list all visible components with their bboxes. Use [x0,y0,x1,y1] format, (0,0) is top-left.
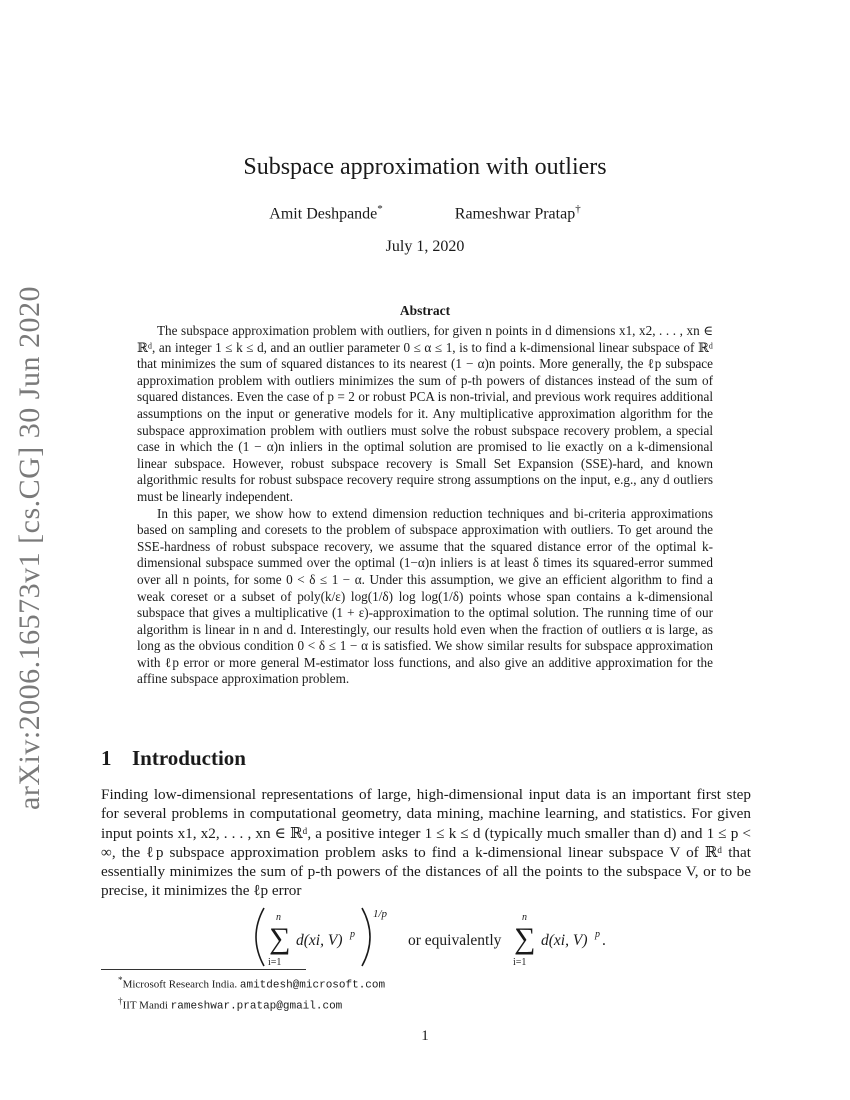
footnote-mark: * [118,975,123,985]
arxiv-identifier [0,268,60,828]
sum-lower-limit: i=1 [513,957,527,968]
outer-power: 1/p [373,908,388,920]
sum-upper-limit: n [522,912,527,923]
sum-term: d(xi, V) [541,932,588,949]
term-power: p [595,929,600,940]
author-list [100,203,750,223]
page-number: 1 [421,1028,429,1044]
right-paren [362,908,370,966]
left-paren [256,908,264,966]
footnote-text: Microsoft Research India. [122,978,238,991]
author-name: Amit Deshpande [269,205,378,223]
section-number: 1 [101,746,112,770]
author-footnote-mark: † [575,203,581,215]
footnote-mark: † [118,995,123,1006]
footnote-text: IIT Mandi [122,999,168,1012]
author-footnote-mark: * [377,203,383,215]
abstract-paragraph: In this paper, we show how to extend dimension reduction techniques and bi-criteria approximations based on sampling and coresets to the problem of subspace approximation with outliers. To get around the SSE-hardness of robust subspace recovery, we assume that the squared distance error of the optimal k-dimensional subspace summed over the optimal (1−α)n inliers is at least δ times its squared-error summed over all n points, for some 0 < δ ≤ 1 − α. Under this assumption, we give an efficient algorithm to find a weak coreset or a subset of poly(k/ε) log(1/δ) log log(1/δ) points whose span contains a k-dimensional subspace that gives a multiplicative (1 + ε)-approximation to the optimal solution. The running time of our algorithm is linear in n and d. Interestingly, our results hold even when the fraction of outliers α is large, as long as the obvious condition 0 < δ ≤ 1 − α is satisfied. We show similar results for subspace approximation with ℓp error or more general M-estimator loss functions, and also give an additive approximation for the affine subspace approximation problem. [137,505,713,687]
equation-connector: or equivalently [408,932,502,949]
section-heading [101,746,751,771]
abstract-paragraph: The subspace approximation problem with outliers, for given n points in d dimensions x1, x2, . . . , xn ∈ ℝᵈ, an integer 1 ≤ k ≤ d, and an outlier parameter 0 ≤ α ≤ 1, is to find a k-dimensional linear subspace of ℝᵈ that minimizes the sum of squared distances to its nearest (1 − α)n points. More generally, the ℓp subspace approximation problem with outliers minimizes the sum of p-th powers of distances instead of the sum of squared distances. Even the case of p = 2 or robust PCA is non-trivial, and previous work requires additional assumptions on the input or generative models for it. Any multiplicative approximation algorithm for the subspace approximation problem with outliers must solve the robust subspace recovery problem, a special case in which the (1 − α)n inliers in the optimal solution are promised to lie exactly on a k-dimensional linear subspace. However, robust subspace recovery is Small Set Expansion (SSE)-hard, and known algorithmic results for robust subspace recovery require strong assumptions on the input, e.g., any d outliers must be linearly independent. [137,323,713,504]
abstract-body [137,323,713,688]
equation-end-punct: . [602,932,606,949]
author-name: Rameshwar Pratap [454,205,576,223]
section-title: Introduction [132,746,246,770]
footnotes [118,973,738,1014]
sum-lower-limit: i=1 [268,957,282,968]
author [455,203,581,223]
footnote [118,973,738,994]
abstract-heading: Abstract [399,303,451,318]
footnote [118,994,738,1015]
intro-body [101,785,751,901]
summation-sign: ∑ [269,922,291,955]
summation-sign: ∑ [514,922,536,955]
term-power: p [350,929,355,940]
footnote-email[interactable]: rameshwar.pratap@gmail.com [170,1000,343,1013]
intro-paragraph: Finding low-dimensional representations of large, high-dimensional input data is an important first step for several problems in computational geometry, data mining, machine learning, and statistics. For given input points x1, x2, . . . , xn ∈ ℝᵈ, a positive integer 1 ≤ k ≤ d (typically much smaller than d) and 1 ≤ p < ∞, the ℓp subspace approximation problem asks to find a k-dimensional linear subspace V of ℝᵈ that essentially minimizes the sum of p-th powers of the distances of all the points to the subspace V, or to be precise, it minimizes the ℓp error [101,786,751,900]
author [269,203,382,223]
paper-title: Subspace approximation with outliers [243,154,607,180]
lp-error-equation [250,905,670,970]
sum-upper-limit: n [276,912,281,923]
footnote-email[interactable]: amitdesh@microsoft.com [239,979,386,992]
footnote-rule [101,969,306,970]
arxiv-identifier-text: arXiv:2006.16573v1 [cs.CG] 30 Jun 2020 [13,286,46,810]
paper-date: July 1, 2020 [385,238,465,255]
sum-term: d(xi, V) [296,932,343,949]
